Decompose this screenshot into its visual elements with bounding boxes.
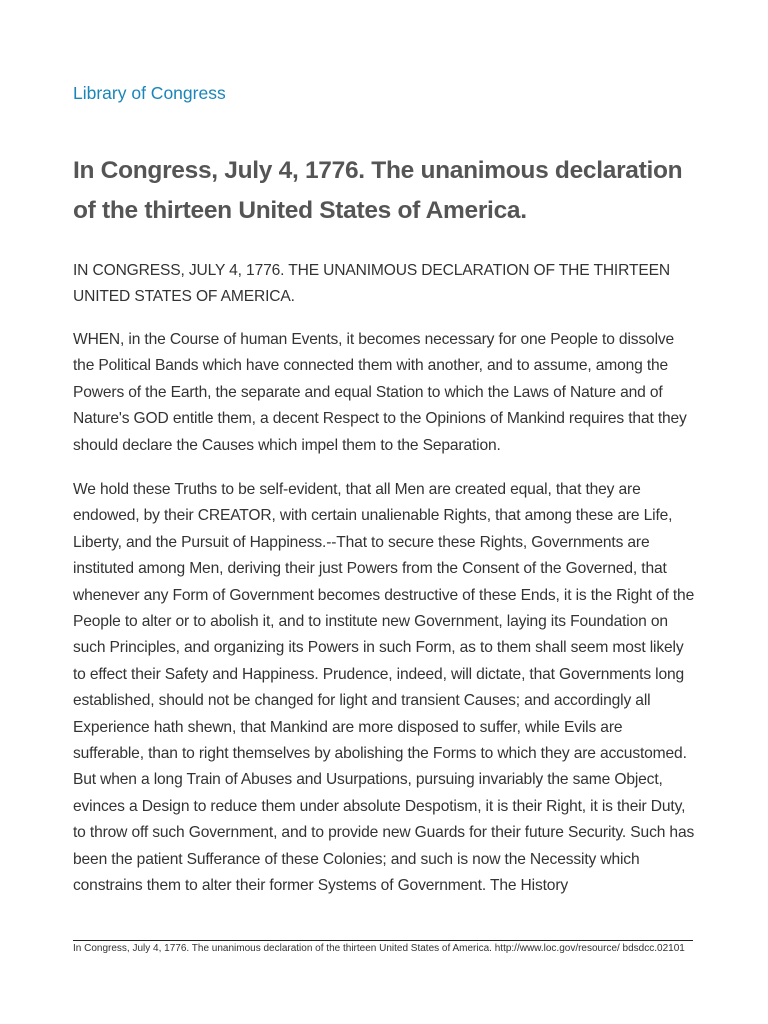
body-paragraph-when: WHEN, in the Course of human Events, it becomes necessary for one People to dissolve the Political Bands which have connected them with another, and to assume, among the Powers of the Earth, the separate and equal Station to which the Laws of Nature and of Nature's GOD entitle them, a decent Respect to the Opinions of Mankind requires that they should declare the Causes which impel them to the Separation. [73, 331, 687, 454]
library-of-congress-link[interactable]: Library of Congress [73, 83, 226, 103]
body-paragraph-truths: We hold these Truths to be self-evident, that all Men are created equal, that they are endowed, by their CREATOR, with certain unalienable Rights, that among these are Life, Liberty, and the Pursuit of Happiness.--That to secure these Rights, Governments are instituted among Men, deriving their just Powers from the Consent of the Governed, that whenever any Form of Government becomes destructive of these Ends, it is the Right of the People to alter or to abolish it, and to institute new Government, laying its Foundation on such Principles, and organizing its Powers in such Form, as to them shall seem most likely to effect their Safety and Happiness. Prudence, indeed, will dictate, that Governments long established, should not be changed for light and transient Causes; and accordingly all Experience hath shewn, that Mankind are more disposed to suffer, while Evils are sufferable, than to right themselves by abolishing the Forms to which they are accustomed. But when a long Train of Abuses and Usurpations, pursuing invariably the same Object, evinces a Design to reduce them under absolute Despotism, it is their Right, it is their Duty, to throw off such Government, and to provide new Guards for their future Security. Such has been the patient Sufferance of these Colonies; and such is now the Necessity which constrains them to alter their former Systems of Government. The History [73, 481, 695, 895]
document-heading-paragraph: IN CONGRESS, JULY 4, 1776. THE UNANIMOUS DECLARATION OF THE THIRTEEN UNITED STATES OF AMERICA. [73, 262, 670, 306]
document-title: In Congress, July 4, 1776. The unanimous declaration of the thirteen United States of America. [73, 157, 683, 224]
footer-citation: In Congress, July 4, 1776. The unanimous declaration of the thirteen United States of America. http://www.loc.gov/resource/ bdsdcc.02101 [73, 940, 693, 956]
